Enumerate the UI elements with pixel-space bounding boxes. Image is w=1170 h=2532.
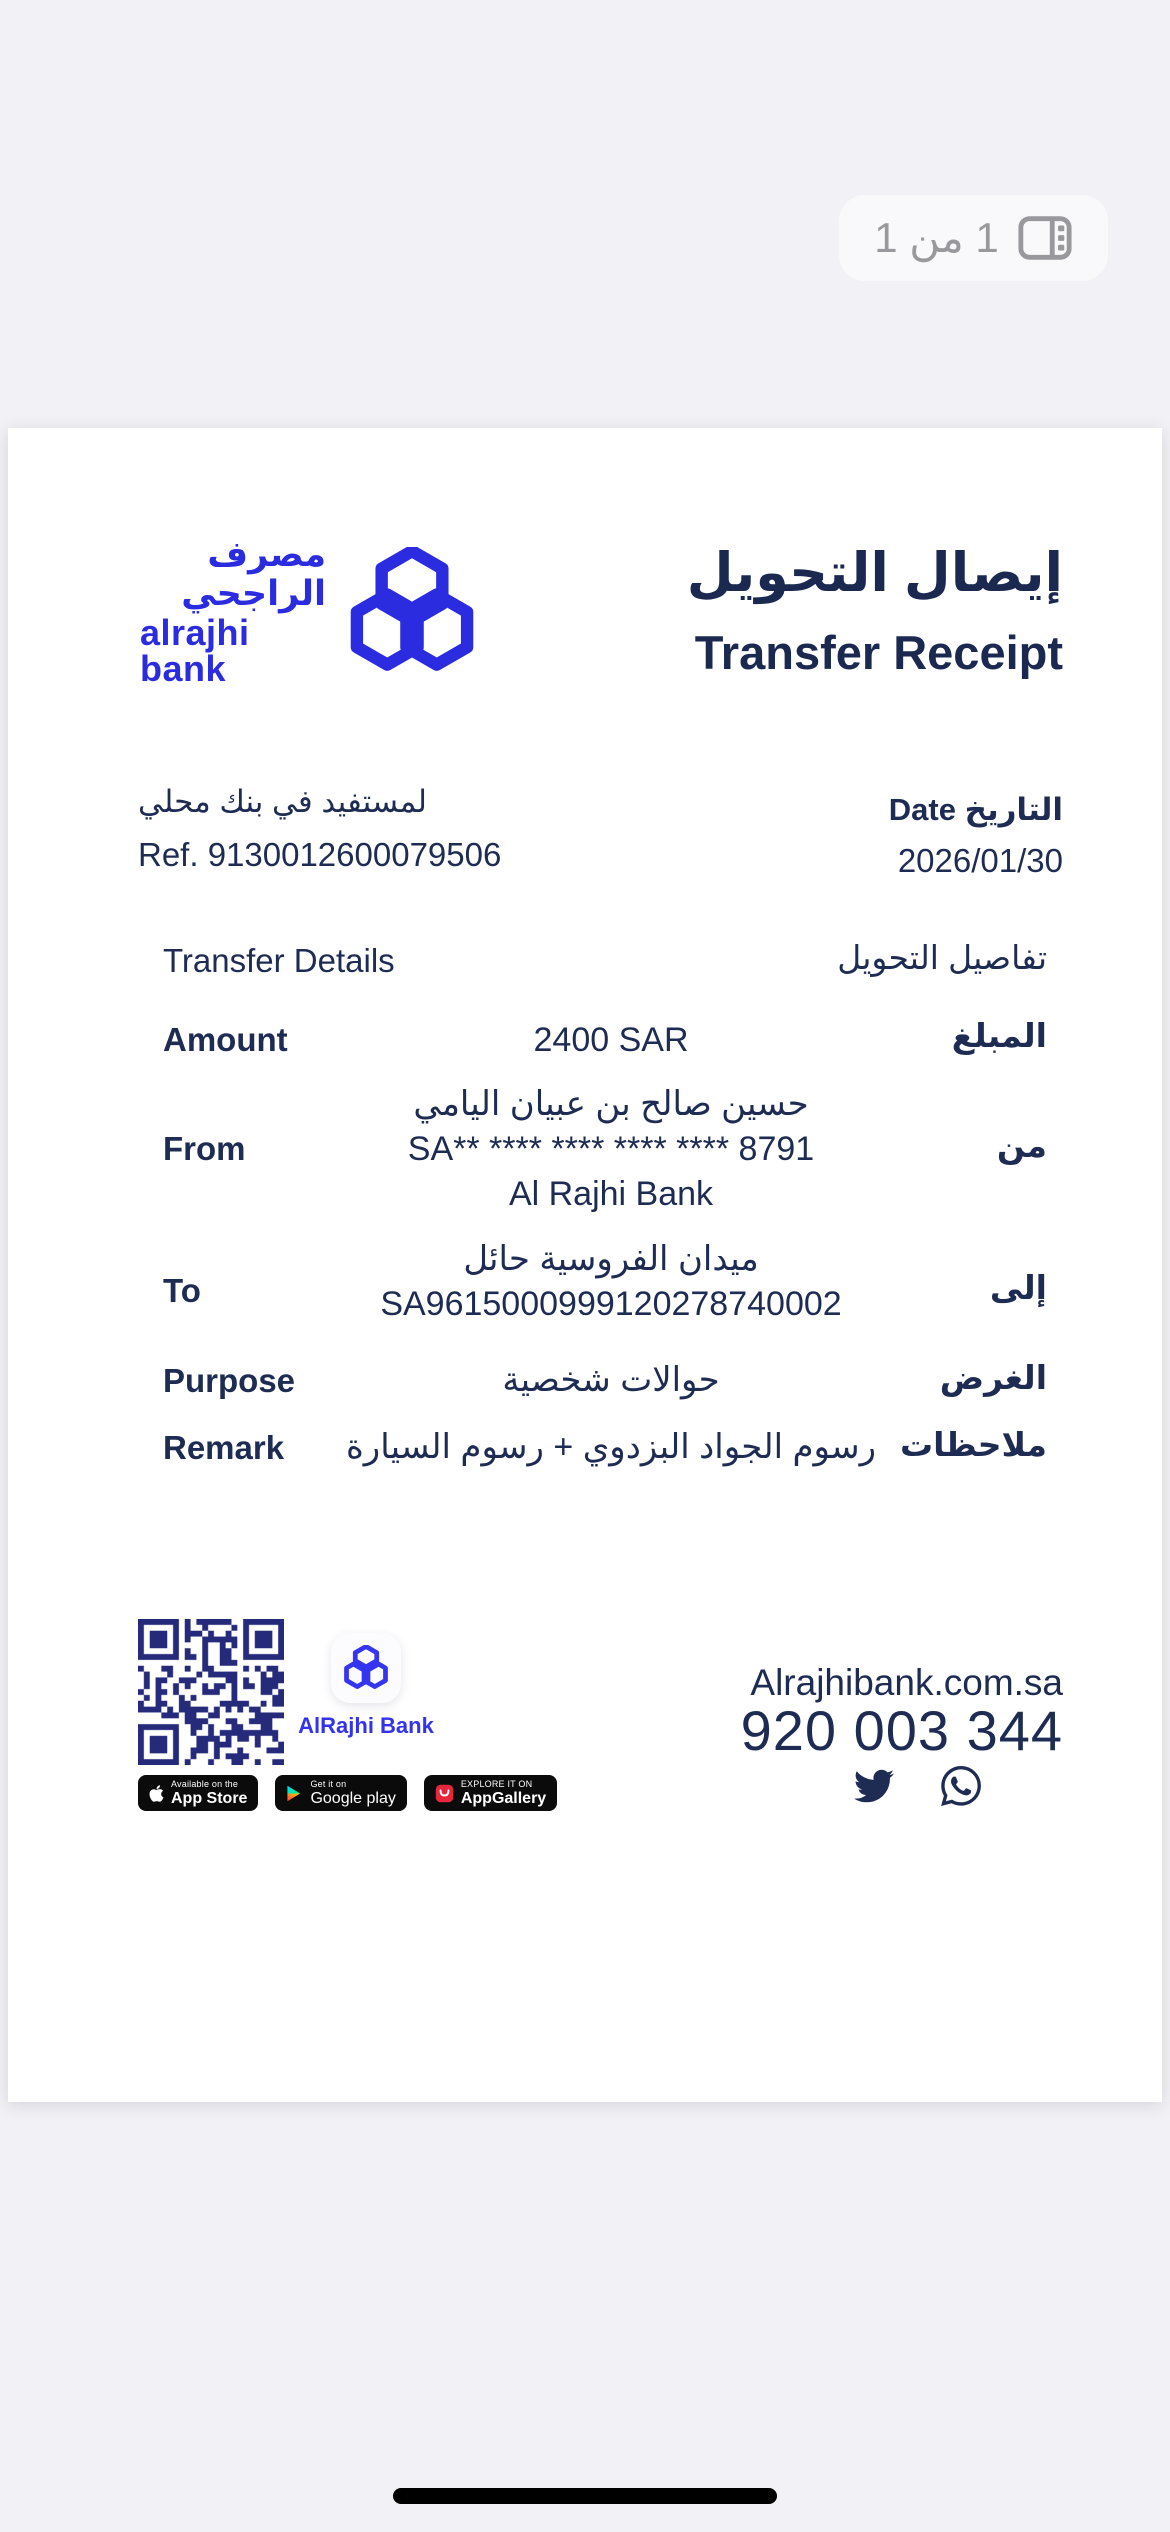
receipt-title [686,543,1063,679]
reference-number: Ref. 9130012600079506 [138,836,502,873]
badge-top-text: EXPLORE IT ON [460,1778,533,1789]
app-store-badge [138,1775,258,1811]
remark-label-en: Remark [163,1429,285,1466]
beneficiary-block [138,784,501,874]
to-iban: SA9615000999120278740002 [380,1285,842,1323]
purpose-value: حوالات شخصية [502,1361,720,1399]
from-label-en: From [163,1130,246,1167]
appgallery-icon [435,1784,454,1803]
purpose-label-en: Purpose [163,1362,296,1399]
page-indicator[interactable] [839,195,1108,281]
amount-label-en: Amount [163,1021,288,1058]
phone-number: 920 003 344 [740,1699,1063,1762]
from-name: حسين صالح بن عبيان اليامي [413,1085,809,1123]
remark-value: رسوم الجواد البزدوي + رسوم السيارة [345,1428,877,1466]
alrajhi-trefoil-icon [350,547,474,677]
to-label-ar: إلى [989,1269,1047,1306]
badge-bottom-text: Google play [310,1789,396,1807]
bank-logo-arabic: مصرف الراجحي [181,535,326,613]
bank-wordmark [140,536,326,687]
purpose-label-ar: الغرض [939,1359,1047,1396]
page-indicator-label: 1 من 1 [874,214,999,261]
alrajhi-trefoil-small-icon [344,1645,388,1691]
store-badges [138,1775,557,1811]
beneficiary-note: لمستفيد في بنك محلي [138,784,428,819]
bank-logo-english: alrajhi bank [140,612,250,689]
website: Alrajhibank.com.sa [750,1662,1063,1703]
social-icons [854,1766,981,1806]
amount-label-ar: المبلغ [951,1017,1047,1054]
google-play-badge [275,1775,406,1811]
to-label-en: To [163,1272,201,1309]
apple-icon [149,1784,164,1803]
qr-code [138,1619,284,1765]
section-title-ar: تفاصيل التحويل [837,939,1047,976]
from-value [264,1082,958,1217]
date-value: 2026/01/30 [897,842,1063,879]
bank-logo [140,536,474,687]
from-label-ar: من [996,1127,1047,1164]
date-label: التاريخ Date [888,792,1063,827]
section-title-en: Transfer Details [163,942,395,979]
appgallery-badge [424,1775,557,1811]
google-play-icon [286,1784,303,1803]
receipt-title-english: Transfer Receipt [694,626,1063,679]
from-account-masked: SA** **** **** **** **** 8791 [407,1130,815,1168]
whatsapp-icon [941,1766,981,1806]
receipt-title-arabic: إيصال التحويل [686,543,1063,603]
pages-icon [1017,214,1073,262]
to-name: ميدان الفروسية حائل [463,1240,759,1278]
badge-bottom-text: App Store [171,1789,248,1807]
to-value [264,1237,958,1327]
app-icon [331,1633,401,1703]
from-bank: Al Rajhi Bank [508,1175,714,1213]
home-indicator[interactable] [393,2488,777,2504]
amount-value: 2400 SAR [533,1021,689,1059]
app-label: AlRajhi Bank [298,1713,434,1738]
badge-top-text: Get it on [310,1778,347,1789]
remark-label-ar: ملاحظات [900,1426,1047,1463]
receipt-document [8,428,1162,2102]
date-block [889,792,1063,880]
badge-bottom-text: AppGallery [460,1789,547,1807]
badge-top-text: Available on the [171,1778,239,1789]
twitter-icon [854,1766,894,1806]
